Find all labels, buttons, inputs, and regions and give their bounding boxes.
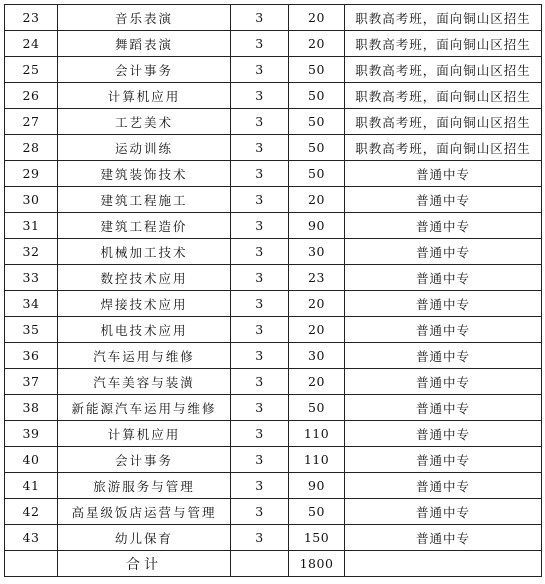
major-name: 机电技术应用	[58, 317, 231, 343]
row-number: 42	[5, 499, 58, 525]
enrollment-count: 20	[289, 291, 345, 317]
study-years: 3	[231, 291, 289, 317]
study-years: 3	[231, 473, 289, 499]
study-years: 3	[231, 421, 289, 447]
enrollment-count: 50	[289, 161, 345, 187]
row-note: 普通中专	[345, 317, 542, 343]
enrollment-count: 50	[289, 57, 345, 83]
row-note: 普通中专	[345, 265, 542, 291]
enrollment-count: 50	[289, 109, 345, 135]
table-row	[5, 161, 542, 187]
enrollment-table	[4, 4, 542, 577]
total-years-cell	[231, 551, 289, 577]
row-note: 普通中专	[345, 525, 542, 551]
row-number: 24	[5, 31, 58, 57]
major-name: 运动训练	[58, 135, 231, 161]
enrollment-count: 30	[289, 343, 345, 369]
study-years: 3	[231, 343, 289, 369]
row-number: 26	[5, 83, 58, 109]
row-note: 普通中专	[345, 499, 542, 525]
major-name: 旅游服务与管理	[58, 473, 231, 499]
row-note: 职教高考班，面向铜山区招生	[345, 135, 542, 161]
table-row	[5, 213, 542, 239]
row-note: 普通中专	[345, 395, 542, 421]
table-row	[5, 135, 542, 161]
major-name: 新能源汽车运用与维修	[58, 395, 231, 421]
total-no-cell	[5, 551, 58, 577]
row-note: 普通中专	[345, 187, 542, 213]
row-number: 30	[5, 187, 58, 213]
major-name: 音乐表演	[58, 5, 231, 31]
table-row	[5, 291, 542, 317]
table-row	[5, 57, 542, 83]
table-row	[5, 109, 542, 135]
study-years: 3	[231, 317, 289, 343]
row-note: 普通中专	[345, 473, 542, 499]
row-number: 36	[5, 343, 58, 369]
major-name: 建筑工程造价	[58, 213, 231, 239]
study-years: 3	[231, 161, 289, 187]
row-note: 普通中专	[345, 239, 542, 265]
row-number: 27	[5, 109, 58, 135]
major-name: 舞蹈表演	[58, 31, 231, 57]
enrollment-count: 90	[289, 473, 345, 499]
row-number: 23	[5, 5, 58, 31]
enrollment-count: 50	[289, 395, 345, 421]
enrollment-count: 20	[289, 187, 345, 213]
study-years: 3	[231, 83, 289, 109]
enrollment-count: 110	[289, 447, 345, 473]
row-number: 41	[5, 473, 58, 499]
row-note: 职教高考班，面向铜山区招生	[345, 83, 542, 109]
major-name: 幼儿保育	[58, 525, 231, 551]
row-note: 职教高考班，面向铜山区招生	[345, 57, 542, 83]
enrollment-count: 50	[289, 499, 345, 525]
study-years: 3	[231, 135, 289, 161]
enrollment-count: 20	[289, 5, 345, 31]
total-note-cell	[345, 551, 542, 577]
major-name: 工艺美术	[58, 109, 231, 135]
table-row	[5, 369, 542, 395]
major-name: 机械加工技术	[58, 239, 231, 265]
study-years: 3	[231, 109, 289, 135]
study-years: 3	[231, 57, 289, 83]
row-note: 普通中专	[345, 161, 542, 187]
table-row	[5, 239, 542, 265]
enrollment-count: 20	[289, 31, 345, 57]
major-name: 焊接技术应用	[58, 291, 231, 317]
row-number: 31	[5, 213, 58, 239]
total-label: 合计	[58, 551, 231, 577]
table-row	[5, 187, 542, 213]
table-row	[5, 5, 542, 31]
row-number: 25	[5, 57, 58, 83]
major-name: 汽车美容与装潢	[58, 369, 231, 395]
major-name: 计算机应用	[58, 83, 231, 109]
major-name: 建筑装饰技术	[58, 161, 231, 187]
major-name: 会计事务	[58, 57, 231, 83]
total-row	[5, 551, 542, 577]
table-row	[5, 265, 542, 291]
row-number: 38	[5, 395, 58, 421]
study-years: 3	[231, 5, 289, 31]
enrollment-count: 20	[289, 317, 345, 343]
row-number: 29	[5, 161, 58, 187]
major-name: 会计事务	[58, 447, 231, 473]
row-note: 职教高考班，面向铜山区招生	[345, 31, 542, 57]
row-note: 普通中专	[345, 447, 542, 473]
table-row	[5, 421, 542, 447]
major-name: 高星级饭店运营与管理	[58, 499, 231, 525]
table-row	[5, 343, 542, 369]
major-name: 汽车运用与维修	[58, 343, 231, 369]
table-row	[5, 395, 542, 421]
row-number: 28	[5, 135, 58, 161]
row-number: 37	[5, 369, 58, 395]
enrollment-count: 110	[289, 421, 345, 447]
row-note: 普通中专	[345, 213, 542, 239]
enrollment-count: 50	[289, 83, 345, 109]
enrollment-count: 50	[289, 135, 345, 161]
enrollment-count: 30	[289, 239, 345, 265]
row-number: 39	[5, 421, 58, 447]
row-number: 32	[5, 239, 58, 265]
enrollment-count: 20	[289, 369, 345, 395]
row-note: 职教高考班，面向铜山区招生	[345, 5, 542, 31]
row-note: 普通中专	[345, 369, 542, 395]
table-row	[5, 525, 542, 551]
study-years: 3	[231, 239, 289, 265]
study-years: 3	[231, 265, 289, 291]
table-row	[5, 447, 542, 473]
enrollment-count: 150	[289, 525, 345, 551]
major-name: 建筑工程施工	[58, 187, 231, 213]
row-note: 职教高考班，面向铜山区招生	[345, 109, 542, 135]
row-number: 34	[5, 291, 58, 317]
row-note: 普通中专	[345, 291, 542, 317]
table-row	[5, 473, 542, 499]
table-body	[5, 5, 542, 577]
total-count: 1800	[289, 551, 345, 577]
enrollment-count: 23	[289, 265, 345, 291]
study-years: 3	[231, 31, 289, 57]
major-name: 计算机应用	[58, 421, 231, 447]
study-years: 3	[231, 499, 289, 525]
row-number: 33	[5, 265, 58, 291]
enrollment-count: 90	[289, 213, 345, 239]
study-years: 3	[231, 447, 289, 473]
table-row	[5, 317, 542, 343]
table-row	[5, 83, 542, 109]
study-years: 3	[231, 525, 289, 551]
row-number: 35	[5, 317, 58, 343]
study-years: 3	[231, 187, 289, 213]
major-name: 数控技术应用	[58, 265, 231, 291]
row-note: 普通中专	[345, 343, 542, 369]
table-row	[5, 499, 542, 525]
study-years: 3	[231, 213, 289, 239]
study-years: 3	[231, 369, 289, 395]
row-number: 43	[5, 525, 58, 551]
row-note: 普通中专	[345, 421, 542, 447]
study-years: 3	[231, 395, 289, 421]
table-row	[5, 31, 542, 57]
row-number: 40	[5, 447, 58, 473]
